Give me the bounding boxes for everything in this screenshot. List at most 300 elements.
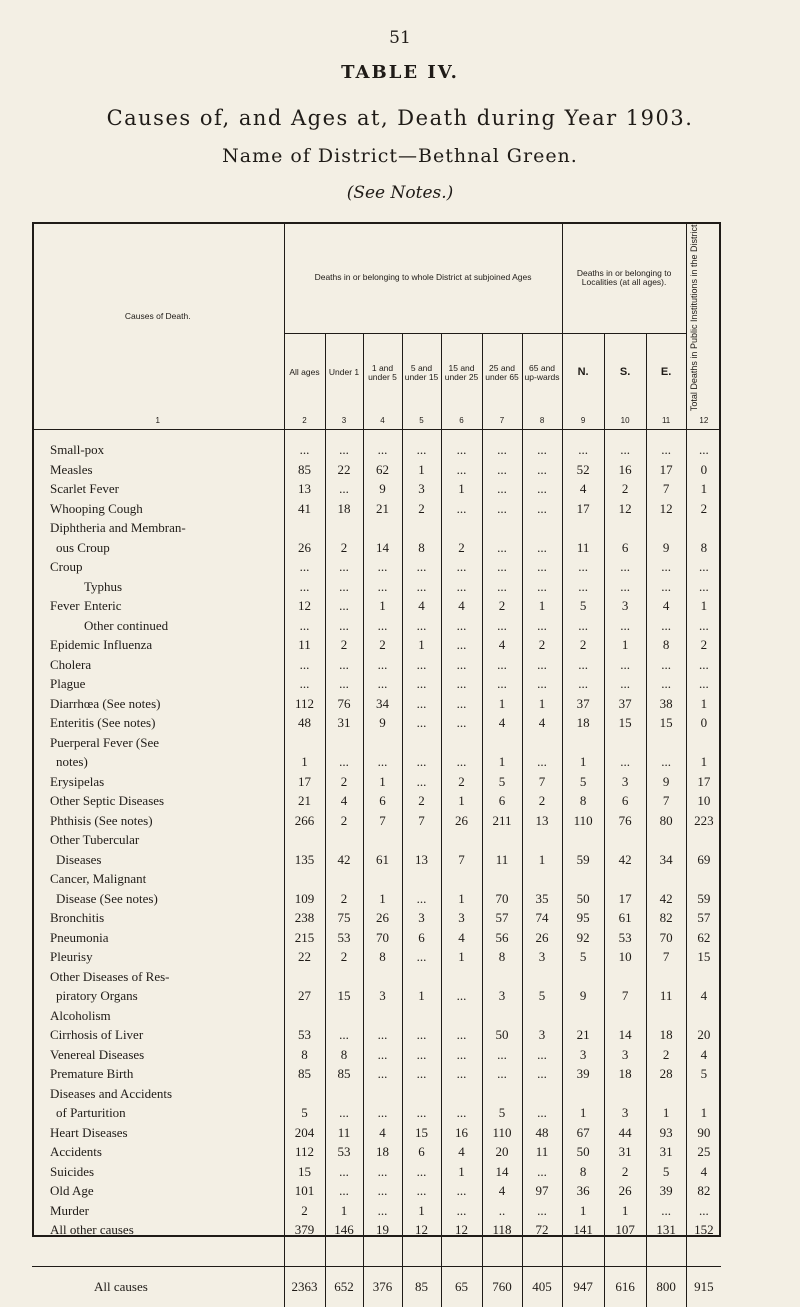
- cell-value: 1: [402, 986, 441, 1006]
- cell-value: 4: [522, 713, 562, 733]
- causes-header: Causes of Death.: [124, 311, 191, 322]
- cell-value: 109: [284, 889, 325, 909]
- total-row: [32, 1266, 721, 1307]
- cell-value: ...: [363, 1162, 402, 1182]
- cell-value: 62: [363, 460, 402, 480]
- gap-cell: [32, 1240, 284, 1267]
- cell-value: ...: [284, 557, 325, 577]
- cell-value: 3: [522, 947, 562, 967]
- cell-value: ...: [646, 577, 686, 597]
- cell-value: 1: [284, 752, 325, 772]
- cell-value: 4: [482, 1181, 522, 1201]
- cell-value: 2: [402, 791, 441, 811]
- cell-value: 12: [646, 499, 686, 519]
- cell-value: ...: [482, 1064, 522, 1084]
- cell-value: 2: [441, 538, 482, 558]
- cell-value: ...: [402, 947, 441, 967]
- cell-value: ...: [441, 1181, 482, 1201]
- cell-value: 70: [646, 928, 686, 948]
- cell-value: 9: [363, 479, 402, 499]
- cell-value: 4: [441, 928, 482, 948]
- cell-value: 18: [562, 713, 604, 733]
- gap-cell: [325, 1240, 363, 1267]
- cell-value: 2: [482, 596, 522, 616]
- cell-value: 37: [604, 694, 646, 714]
- cell-value: ...: [482, 577, 522, 597]
- cause-label: Diarrhœa (See notes): [50, 695, 161, 711]
- cell-value: 3: [604, 772, 646, 792]
- cell-value: 28: [646, 1064, 686, 1084]
- cell-value: 4: [482, 635, 522, 655]
- cell-value: 6: [363, 791, 402, 811]
- cell-value: 35: [522, 889, 562, 909]
- cell-value: 9: [562, 986, 604, 1006]
- cell-value: 2: [325, 538, 363, 558]
- cell-value: ...: [325, 752, 363, 772]
- cell-value: 135: [284, 850, 325, 870]
- cause-label: Typhus: [84, 578, 123, 594]
- cell-value: ...: [562, 577, 604, 597]
- cell-value: ...: [522, 557, 562, 577]
- column-number: 11: [646, 411, 686, 430]
- cause-label: Cirrhosis of Liver: [50, 1027, 144, 1043]
- cell-value: ...: [686, 577, 721, 597]
- cell-value: 36: [562, 1181, 604, 1201]
- cell-value: ...: [363, 655, 402, 675]
- cell-value: 21: [363, 499, 402, 519]
- cell-value: 18: [604, 1064, 646, 1084]
- column-number: 7: [482, 411, 522, 430]
- cell-value: 85: [284, 460, 325, 480]
- cell-value: 61: [363, 850, 402, 870]
- age-25-65-header: 25 and under 65: [482, 334, 522, 412]
- cell-value: 38: [646, 694, 686, 714]
- cell-value: 1: [646, 1103, 686, 1123]
- cell-value: ...: [284, 577, 325, 597]
- age-15-25-header: 15 and under 25: [441, 334, 482, 412]
- cell-value: 8: [325, 1045, 363, 1065]
- cell-value: 215: [284, 928, 325, 948]
- cell-value: ...: [284, 674, 325, 694]
- cell-value: 25: [686, 1142, 721, 1162]
- cell-value: 211: [482, 811, 522, 831]
- cell-value: 50: [562, 889, 604, 909]
- cause-label: Accidents: [50, 1144, 102, 1160]
- total-value: 65: [441, 1266, 482, 1307]
- cell-value: ...: [441, 1064, 482, 1084]
- cell-value: 17: [686, 772, 721, 792]
- cell-value: 5: [562, 772, 604, 792]
- cell-value: 223: [686, 811, 721, 831]
- cell-value: 53: [604, 928, 646, 948]
- cell-value: 1: [522, 694, 562, 714]
- cell-value: 141: [562, 1220, 604, 1240]
- cell-value: ...: [325, 1025, 363, 1045]
- cell-value: 10: [686, 791, 721, 811]
- cell-value: 118: [482, 1220, 522, 1240]
- cell-value: 4: [325, 791, 363, 811]
- cause-label: Other Tubercular: [50, 832, 140, 848]
- cell-value: 1: [402, 635, 441, 655]
- gap-cell: [686, 1240, 721, 1267]
- cell-value: ...: [441, 460, 482, 480]
- cell-value: ...: [604, 440, 646, 460]
- cell-value: 15: [646, 713, 686, 733]
- cell-value: ...: [325, 557, 363, 577]
- cell-value: 1: [562, 1201, 604, 1221]
- south-header: S.: [604, 334, 646, 412]
- cell-value: ...: [482, 538, 522, 558]
- total-value: 376: [363, 1266, 402, 1307]
- cell-value: 26: [363, 908, 402, 928]
- cell-value: 13: [522, 811, 562, 831]
- cell-value: 1: [562, 752, 604, 772]
- cell-value: 5: [562, 947, 604, 967]
- cell-value: 53: [325, 928, 363, 948]
- cell-value: 20: [686, 1025, 721, 1045]
- cell-value: 2: [325, 772, 363, 792]
- cell-value: 1: [686, 479, 721, 499]
- cause-label: All other causes: [50, 1222, 134, 1238]
- cell-value: 22: [325, 460, 363, 480]
- total-value: 652: [325, 1266, 363, 1307]
- cell-value: ...: [686, 1201, 721, 1221]
- cell-value: ...: [646, 655, 686, 675]
- cell-value: ...: [402, 752, 441, 772]
- gap-cell: [482, 1240, 522, 1267]
- cell-value: 67: [562, 1123, 604, 1143]
- cell-value: 12: [604, 499, 646, 519]
- cell-value: 1: [522, 596, 562, 616]
- cell-value: 26: [284, 538, 325, 558]
- cell-value: ...: [522, 752, 562, 772]
- cause-label: ous Croup: [56, 539, 110, 555]
- cell-value: 70: [482, 889, 522, 909]
- cause-label: Scarlet Fever: [50, 481, 119, 497]
- cell-value: 11: [482, 850, 522, 870]
- ages-group-header: Deaths in or belonging to whole District at subjoined Ages: [284, 222, 562, 334]
- cell-value: ...: [402, 889, 441, 909]
- cell-value: 11: [522, 1142, 562, 1162]
- cell-value: 1: [363, 889, 402, 909]
- cell-value: 34: [363, 694, 402, 714]
- cell-value: 3: [604, 1103, 646, 1123]
- cell-value: 110: [482, 1123, 522, 1143]
- cell-value: 110: [562, 811, 604, 831]
- cell-value: ...: [522, 1064, 562, 1084]
- cell-value: 95: [562, 908, 604, 928]
- cell-value: 8: [284, 1045, 325, 1065]
- table-label: TABLE IV.: [341, 62, 459, 83]
- cell-value: 50: [482, 1025, 522, 1045]
- cause-label: Whooping Cough: [50, 500, 143, 516]
- cell-value: ...: [402, 713, 441, 733]
- cell-value: 19: [363, 1220, 402, 1240]
- cause-label: Disease (See notes): [56, 890, 158, 906]
- cell-value: ...: [402, 557, 441, 577]
- cell-value: 101: [284, 1181, 325, 1201]
- cell-value: 53: [325, 1142, 363, 1162]
- cell-value: ...: [562, 674, 604, 694]
- cause-label: Venereal Diseases: [50, 1046, 145, 1062]
- cell-value: 2: [646, 1045, 686, 1065]
- cell-value: 1: [402, 460, 441, 480]
- cell-value: 112: [284, 1142, 325, 1162]
- cell-value: 52: [562, 460, 604, 480]
- cell-value: ...: [482, 460, 522, 480]
- cell-value: 379: [284, 1220, 325, 1240]
- total-value: 616: [604, 1266, 646, 1307]
- cause-label: Enteritis (See notes): [50, 715, 156, 731]
- cause-label: Small-pox: [50, 442, 105, 458]
- cell-value: 2: [325, 635, 363, 655]
- cell-value: 42: [604, 850, 646, 870]
- cell-value: ...: [482, 499, 522, 519]
- cell-value: ...: [284, 655, 325, 675]
- cell-value: 26: [522, 928, 562, 948]
- cell-value: 90: [686, 1123, 721, 1143]
- cell-value: ...: [402, 674, 441, 694]
- cell-value: ...: [325, 577, 363, 597]
- cell-value: ...: [482, 557, 522, 577]
- gap-cell: [441, 1240, 482, 1267]
- cell-value: ...: [402, 1064, 441, 1084]
- cell-value: ...: [686, 557, 721, 577]
- cell-value: 1: [604, 1201, 646, 1221]
- column-number: 3: [325, 411, 363, 430]
- cell-value: ...: [522, 674, 562, 694]
- table-frame: [32, 222, 721, 1237]
- cell-value: ...: [686, 440, 721, 460]
- institutions-header-text: Total Deaths in Public Institutions in the District.: [688, 222, 699, 412]
- cell-value: ...: [363, 1064, 402, 1084]
- under1-header: Under 1: [325, 334, 363, 412]
- cell-value: 8: [402, 538, 441, 558]
- cause-label: Old Age: [50, 1183, 94, 1199]
- cell-value: 6: [402, 928, 441, 948]
- cell-value: 15: [604, 713, 646, 733]
- cell-value: 39: [562, 1064, 604, 1084]
- column-number: 12: [686, 411, 721, 430]
- cell-value: 4: [482, 713, 522, 733]
- cell-value: ...: [686, 616, 721, 636]
- localities-group-header: Deaths in or belonging to Localities (at all ages).: [562, 222, 686, 334]
- cell-value: ...: [441, 694, 482, 714]
- cell-value: ...: [441, 655, 482, 675]
- cell-value: 2: [325, 947, 363, 967]
- cell-value: 7: [363, 811, 402, 831]
- age-65-up-header: 65 and up-wards: [522, 334, 562, 412]
- total-value: 915: [686, 1266, 721, 1307]
- total-label: All causes: [32, 1266, 284, 1307]
- cell-value: 44: [604, 1123, 646, 1143]
- cell-value: 1: [686, 596, 721, 616]
- cell-value: 42: [325, 850, 363, 870]
- cause-label: Pleurisy: [50, 949, 93, 965]
- cause-label: Diseases and Accidents: [50, 1085, 173, 1101]
- cell-value: 7: [646, 947, 686, 967]
- total-value: 760: [482, 1266, 522, 1307]
- cell-value: 57: [686, 908, 721, 928]
- cell-value: 16: [604, 460, 646, 480]
- cell-value: ...: [363, 674, 402, 694]
- cell-value: ...: [522, 460, 562, 480]
- cell-value: 31: [604, 1142, 646, 1162]
- cell-value: 56: [482, 928, 522, 948]
- cell-value: 12: [402, 1220, 441, 1240]
- cell-value: 8: [686, 538, 721, 558]
- cell-value: ...: [604, 655, 646, 675]
- cell-value: 152: [686, 1220, 721, 1240]
- cell-value: 17: [284, 772, 325, 792]
- cell-value: 13: [284, 479, 325, 499]
- cell-value: ...: [325, 479, 363, 499]
- cell-value: 1: [441, 479, 482, 499]
- cell-value: ...: [363, 440, 402, 460]
- cell-value: ...: [522, 1201, 562, 1221]
- cell-value: 7: [646, 791, 686, 811]
- cell-value: ...: [325, 1162, 363, 1182]
- cell-value: 11: [562, 538, 604, 558]
- column-number: 5: [402, 411, 441, 430]
- cause-label: Murder: [50, 1202, 89, 1218]
- cell-value: ...: [482, 479, 522, 499]
- cell-value: ..: [482, 1201, 522, 1221]
- cell-value: ...: [284, 440, 325, 460]
- cell-value: 3: [441, 908, 482, 928]
- cell-value: 3: [604, 1045, 646, 1065]
- age-5-15-header: 5 and under 15: [402, 334, 441, 412]
- cell-value: 16: [441, 1123, 482, 1143]
- cause-label: Cholera: [50, 656, 92, 672]
- cell-value: ...: [604, 752, 646, 772]
- cell-value: 7: [522, 772, 562, 792]
- cell-value: 13: [402, 850, 441, 870]
- cell-value: ...: [363, 616, 402, 636]
- cell-value: 1: [482, 694, 522, 714]
- cell-value: 112: [284, 694, 325, 714]
- cell-value: 11: [325, 1123, 363, 1143]
- cell-value: 80: [646, 811, 686, 831]
- cell-value: 59: [686, 889, 721, 909]
- cell-value: 31: [325, 713, 363, 733]
- cell-value: 48: [522, 1123, 562, 1143]
- cause-label: Other continued: [84, 617, 169, 633]
- cell-value: 2: [284, 1201, 325, 1221]
- cell-value: 2: [325, 811, 363, 831]
- cell-value: ...: [325, 616, 363, 636]
- cell-value: 4: [646, 596, 686, 616]
- cell-value: 70: [363, 928, 402, 948]
- cell-value: ...: [604, 577, 646, 597]
- cell-value: ...: [522, 655, 562, 675]
- column-number: 6: [441, 411, 482, 430]
- cell-value: 10: [604, 947, 646, 967]
- cell-value: 18: [363, 1142, 402, 1162]
- cell-value: 1: [441, 889, 482, 909]
- cause-label: Premature Birth: [50, 1066, 134, 1082]
- cell-value: 97: [522, 1181, 562, 1201]
- cell-value: 1: [686, 1103, 721, 1123]
- cell-value: 5: [646, 1162, 686, 1182]
- cause-label: Puerperal Fever (See: [50, 734, 160, 750]
- cause-label: Heart Diseases: [50, 1124, 128, 1140]
- total-value: 2363: [284, 1266, 325, 1307]
- cell-value: ...: [482, 440, 522, 460]
- cell-value: ...: [402, 577, 441, 597]
- cell-value: ...: [402, 1181, 441, 1201]
- cell-value: 6: [604, 538, 646, 558]
- cell-value: ...: [562, 616, 604, 636]
- cell-value: ...: [325, 1103, 363, 1123]
- cell-value: ...: [646, 1201, 686, 1221]
- gap-cell: [284, 1240, 325, 1267]
- cause-label: Other Diseases of Res-: [50, 968, 170, 984]
- cell-value: ...: [441, 674, 482, 694]
- cell-value: 5: [284, 1103, 325, 1123]
- cell-value: ...: [441, 577, 482, 597]
- cell-value: 17: [646, 460, 686, 480]
- cell-value: 6: [604, 791, 646, 811]
- cell-value: 76: [325, 694, 363, 714]
- cell-value: 2: [686, 499, 721, 519]
- cause-label: of Parturition: [56, 1105, 126, 1121]
- cell-value: 4: [402, 596, 441, 616]
- cell-value: ...: [284, 616, 325, 636]
- cell-value: ...: [402, 1103, 441, 1123]
- cell-value: ...: [363, 557, 402, 577]
- cell-value: ...: [522, 440, 562, 460]
- cell-value: 4: [363, 1123, 402, 1143]
- cell-value: ...: [325, 1181, 363, 1201]
- column-number: 4: [363, 411, 402, 430]
- cell-value: ...: [562, 557, 604, 577]
- cell-value: 8: [363, 947, 402, 967]
- cell-value: 41: [284, 499, 325, 519]
- cell-value: 8: [646, 635, 686, 655]
- cell-value: 3: [522, 1025, 562, 1045]
- cell-value: 59: [562, 850, 604, 870]
- cause-label: Cancer, Malignant: [50, 871, 147, 887]
- cell-value: ...: [562, 440, 604, 460]
- cell-value: 12: [441, 1220, 482, 1240]
- cell-value: 61: [604, 908, 646, 928]
- cell-value: 1: [363, 772, 402, 792]
- cell-value: ...: [402, 440, 441, 460]
- cause-label: Epidemic Influenza: [50, 637, 153, 653]
- cell-value: 11: [284, 635, 325, 655]
- cell-value: ...: [325, 655, 363, 675]
- cell-value: 5: [522, 986, 562, 1006]
- age-1-5-header: 1 and under 5: [363, 334, 402, 412]
- cell-value: 74: [522, 908, 562, 928]
- cell-value: 3: [562, 1045, 604, 1065]
- cell-value: 62: [686, 928, 721, 948]
- total-value: 947: [562, 1266, 604, 1307]
- cell-value: 131: [646, 1220, 686, 1240]
- cell-value: 1: [604, 635, 646, 655]
- cell-value: 1: [686, 752, 721, 772]
- cell-value: 15: [686, 947, 721, 967]
- cell-value: ...: [646, 752, 686, 772]
- cell-value: ...: [441, 1045, 482, 1065]
- cell-value: 4: [686, 1045, 721, 1065]
- cell-value: 15: [402, 1123, 441, 1143]
- cell-value: 2: [402, 499, 441, 519]
- cell-value: 8: [562, 1162, 604, 1182]
- cell-value: 1: [363, 596, 402, 616]
- cell-value: 21: [562, 1025, 604, 1045]
